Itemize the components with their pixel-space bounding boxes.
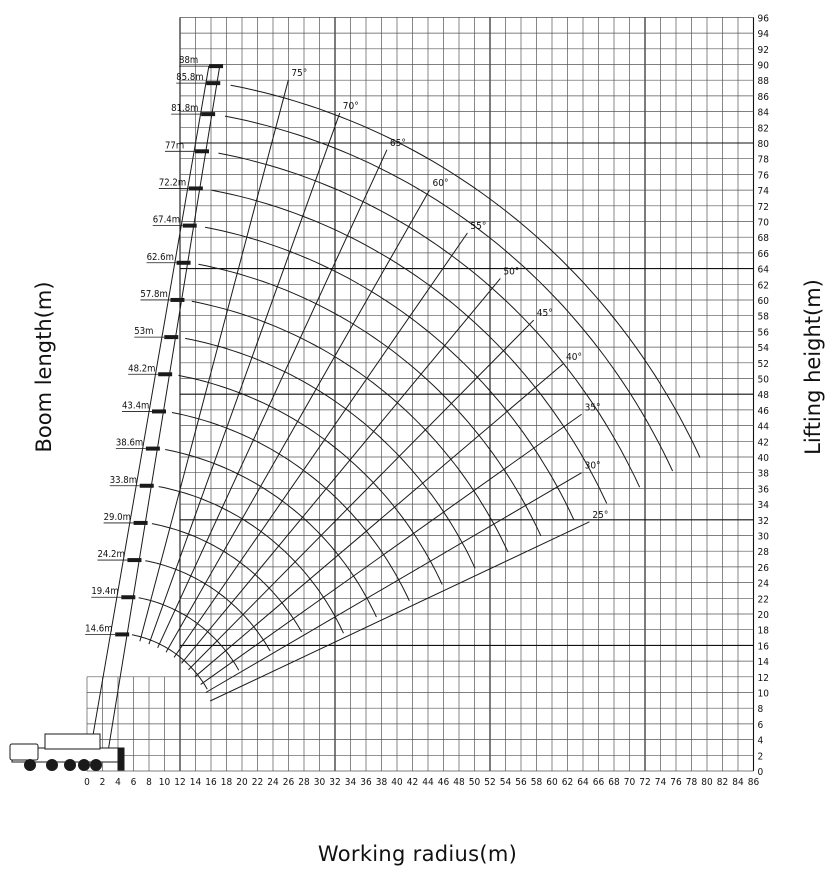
boom-length-arc (218, 153, 639, 487)
x-tick-label: 60 (546, 777, 558, 788)
boom-angle-label: 45° (536, 308, 553, 320)
y-tick-label: 70 (757, 217, 769, 229)
y-tick-label: 90 (757, 60, 769, 72)
x-tick-label: 66 (592, 777, 605, 788)
y-tick-label: 78 (757, 154, 769, 166)
x-tick-label: 86 (747, 777, 760, 788)
y-tick-label: 56 (757, 327, 769, 339)
boom-length-label: 85.8m (176, 72, 204, 84)
boom-angle-label: 75° (291, 68, 308, 80)
x-tick-label: 22 (251, 777, 264, 788)
y-tick-label: 60 (757, 296, 769, 307)
boom-angle-label: 70° (342, 101, 359, 113)
boom-length-arc (185, 338, 475, 568)
x-tick-label: 44 (422, 777, 434, 788)
x-tick-label: 80 (701, 777, 713, 788)
x-tick-label: 76 (670, 777, 682, 788)
boom-angle-line (140, 80, 288, 641)
y-tick-label: 48 (757, 390, 769, 402)
boom-section-head (195, 149, 209, 153)
boom-length-label: 77m (164, 140, 185, 152)
boom-length-arc (192, 301, 508, 552)
x-tick-label: 72 (639, 777, 651, 788)
x-tick-label: 16 (205, 777, 217, 788)
x-tick-label: 32 (329, 777, 341, 788)
boom-angle-label: 30° (584, 460, 601, 472)
boom-length-label: 43.4m (122, 400, 150, 412)
x-tick-label: 24 (267, 777, 279, 788)
x-tick-label: 30 (313, 777, 326, 788)
boom-section-head (206, 81, 220, 85)
x-tick-label: 42 (406, 777, 419, 788)
x-tick-label: 48 (453, 777, 465, 788)
y-tick-label: 44 (757, 421, 769, 433)
boom-section-head (134, 521, 148, 525)
y-tick-label: 20 (757, 610, 769, 621)
y-tick-label: 30 (757, 531, 769, 543)
y-tick-label: 22 (757, 594, 769, 606)
x-tick-label: 26 (282, 777, 295, 788)
x-tick-label: 18 (220, 777, 233, 788)
boom-section-head (152, 409, 166, 413)
boom-section-head (146, 447, 160, 451)
y-axis-title-right: Lifting height(m) (801, 279, 825, 455)
grid (87, 17, 754, 771)
y-tick-label: 92 (757, 44, 769, 56)
boom-angle-line (182, 278, 501, 663)
y-tick-label: 62 (757, 280, 769, 292)
boom-angle-lines (140, 68, 608, 701)
y-tick-label: 2 (757, 751, 764, 763)
boom-section-head (189, 186, 203, 190)
x-tick-label: 12 (174, 777, 186, 788)
y-tick-label: 28 (757, 547, 769, 559)
boom-angle-line (189, 320, 534, 670)
boom-angle-label: 50° (503, 266, 520, 278)
boom-section-head (164, 335, 178, 339)
x-tick-label: 82 (716, 777, 729, 788)
boom-length-arc (159, 487, 344, 634)
y-tick-label: 46 (757, 405, 769, 417)
y-tick-label: 74 (757, 186, 769, 198)
tick-labels (84, 13, 769, 788)
y-tick-label: 16 (757, 641, 769, 653)
boom-length-label: 29.0m (103, 511, 131, 523)
y-tick-label: 76 (757, 170, 769, 182)
boom-length-label: 88m (179, 55, 199, 67)
boom-length-label: 57.8m (140, 288, 168, 300)
x-tick-label: 52 (484, 777, 496, 788)
boom-section-head (115, 632, 129, 636)
x-tick-label: 70 (623, 777, 636, 788)
y-tick-label: 72 (757, 201, 769, 213)
y-tick-label: 32 (757, 515, 769, 527)
x-tick-label: 2 (99, 777, 106, 788)
x-tick-label: 46 (437, 777, 450, 788)
boom-section-head (158, 372, 172, 376)
y-tick-label: 12 (757, 672, 769, 684)
y-axis-title-left: Boom length(m) (32, 281, 56, 453)
x-tick-label: 50 (468, 777, 481, 788)
y-tick-label: 96 (757, 13, 769, 25)
y-tick-label: 84 (757, 107, 769, 119)
x-tick-label: 0 (84, 777, 90, 788)
x-tick-label: 6 (130, 777, 137, 788)
boom-section-head (177, 261, 191, 265)
boom-length-label: 72.2m (158, 177, 187, 189)
boom-section-head (140, 484, 154, 488)
y-tick-label: 52 (757, 358, 769, 370)
x-tick-label: 4 (115, 777, 121, 788)
y-tick-label: 40 (757, 453, 769, 464)
boom-length-arc (179, 375, 443, 584)
boom-length-curves (132, 85, 700, 689)
y-tick-label: 36 (757, 484, 769, 496)
boom-angle-label: 25° (592, 509, 609, 521)
x-tick-label: 74 (654, 777, 667, 788)
y-tick-label: 94 (757, 29, 769, 41)
boom-length-label: 62.6m (146, 251, 174, 263)
boom-length-label: 67.4m (152, 214, 181, 226)
y-tick-label: 0 (757, 767, 764, 778)
y-tick-label: 4 (757, 735, 764, 747)
y-tick-label: 50 (757, 374, 769, 386)
boom-section-head (121, 595, 135, 599)
boom-section-head (201, 112, 215, 116)
x-tick-label: 10 (158, 777, 171, 788)
boom-length-arc (172, 413, 409, 601)
y-tick-label: 24 (757, 578, 769, 590)
x-tick-label: 38 (375, 777, 388, 788)
y-tick-label: 10 (757, 688, 769, 700)
x-tick-label: 64 (577, 777, 589, 788)
y-tick-label: 18 (757, 625, 769, 637)
boom-length-label: 33.8m (109, 474, 138, 486)
y-tick-label: 80 (757, 139, 769, 150)
y-tick-label: 34 (757, 500, 769, 512)
x-tick-label: 34 (344, 777, 357, 788)
x-tick-label: 58 (530, 777, 543, 788)
boom-section-head (183, 224, 197, 228)
y-tick-label: 66 (757, 248, 769, 260)
y-tick-label: 26 (757, 562, 769, 574)
boom-length-label: 48.2m (128, 363, 156, 375)
y-tick-label: 42 (757, 437, 769, 449)
boom-angle-label: 35° (584, 402, 601, 414)
boom-length-label: 24.2m (97, 549, 125, 561)
y-tick-label: 88 (757, 76, 769, 88)
y-tick-label: 58 (757, 311, 769, 323)
x-tick-label: 28 (298, 777, 310, 788)
x-tick-label: 78 (685, 777, 698, 788)
boom-section-head (209, 64, 223, 68)
boom-angle-label: 65° (389, 137, 406, 149)
y-tick-label: 6 (757, 719, 764, 731)
y-tick-label: 64 (757, 264, 769, 276)
x-tick-label: 36 (360, 777, 372, 788)
y-tick-label: 54 (757, 343, 769, 355)
boom-angle-label: 40° (566, 351, 582, 363)
x-tick-label: 54 (499, 777, 512, 788)
x-tick-label: 62 (561, 777, 574, 788)
x-tick-label: 14 (189, 777, 202, 788)
y-tick-label: 8 (757, 704, 764, 716)
boom-length-label: 38.6m (115, 437, 144, 449)
boom-section-head (127, 558, 141, 562)
boom-length-label: 14.6m (85, 623, 113, 635)
x-tick-label: 40 (391, 777, 403, 788)
y-tick-label: 86 (757, 91, 769, 103)
boom-angle-line (210, 522, 589, 701)
x-tick-label: 20 (236, 777, 248, 788)
boom-length-label: 81.8m (171, 103, 199, 115)
y-tick-label: 38 (757, 468, 769, 480)
boom-angle-label: 60° (432, 177, 449, 189)
y-tick-label: 14 (757, 657, 769, 669)
x-tick-label: 68 (608, 777, 620, 788)
boom-length-arc (165, 450, 376, 618)
boom-angle-label: 55° (470, 221, 487, 233)
x-tick-label: 84 (732, 777, 744, 788)
boom-length-label: 53m (134, 326, 154, 338)
y-tick-label: 68 (757, 233, 769, 245)
x-tick-label: 8 (146, 777, 152, 788)
boom-section-head (170, 298, 184, 302)
y-tick-label: 82 (757, 123, 769, 135)
x-axis-title: Working radius(m) (317, 842, 518, 866)
x-tick-label: 56 (515, 777, 527, 788)
boom-length-label: 19.4m (91, 586, 119, 598)
